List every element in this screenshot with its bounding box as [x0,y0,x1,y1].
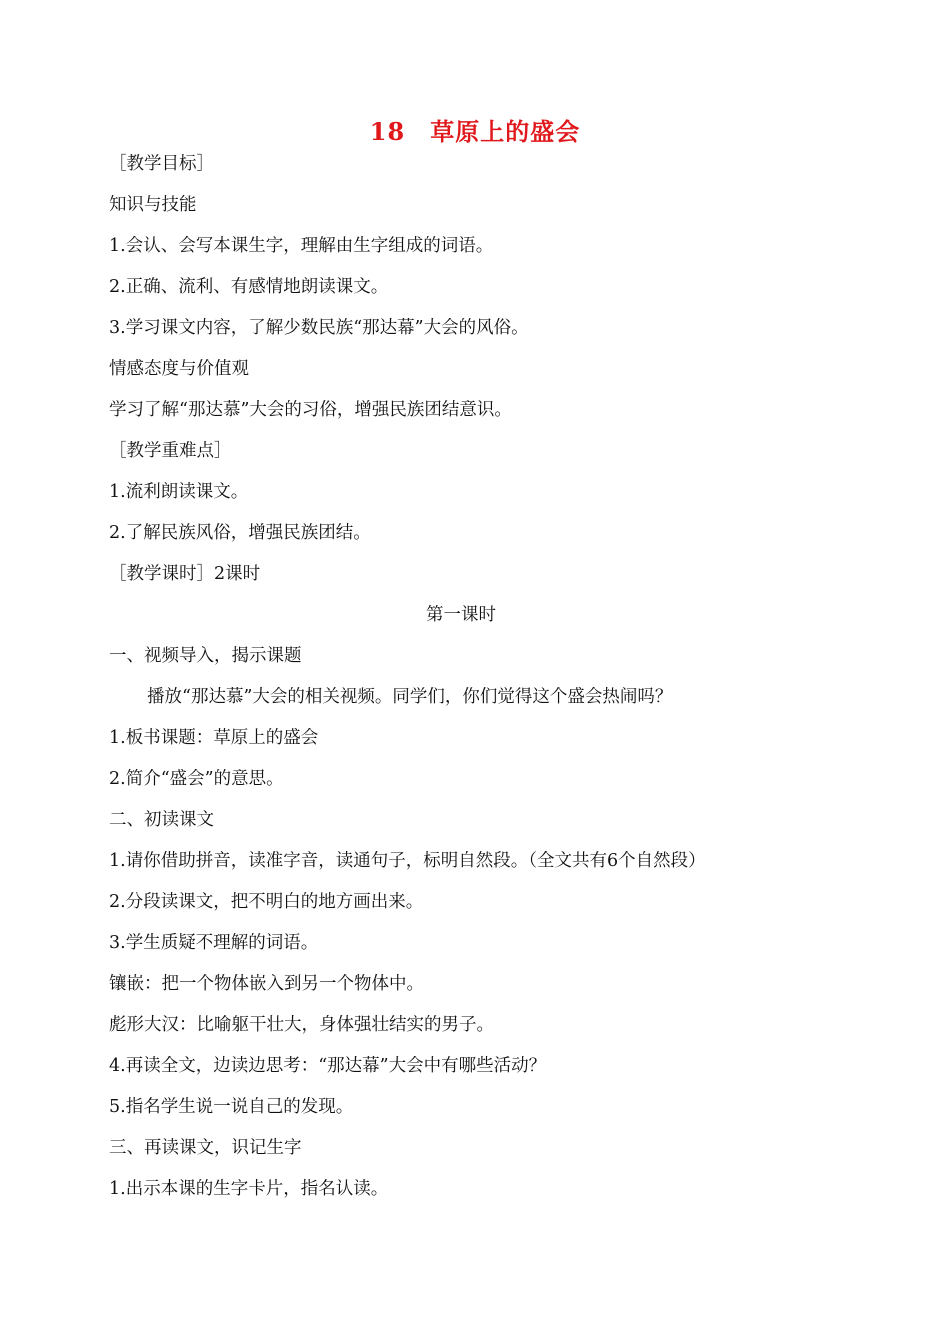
text-line: ［教学重难点］ [109,441,232,461]
text-line: 1.出示本课的生字卡片，指名认读。 [109,1179,389,1199]
text-line: 一、视频导入，揭示课题 [109,646,302,666]
text-line: ［教学目标］ [109,154,214,174]
text-line: 1.流利朗读课文。 [109,482,249,502]
text-line: 4.再读全文，边读边思考：“那达幕”大会中有哪些活动？ [109,1056,547,1076]
text-line: 情感态度与价值观 [109,359,249,379]
text-line: 2.分段读课文，把不明白的地方画出来。 [109,892,424,912]
document-body [109,144,849,1210]
text-line: 2.正确、流利、有感情地朗读课文。 [109,277,389,297]
text-line: 1.会认、会写本课生字，理解由生字组成的词语。 [109,236,494,256]
text-line: 1.请你借助拼音，读准字音，读通句子，标明自然段。（全文共有6个自然段） [109,851,706,871]
text-line: 镶嵌：把一个物体嵌入到另一个物体中。 [109,974,424,994]
text-line: 2.了解民族风俗，增强民族团结。 [109,523,371,543]
section-heading: 第一课时 [426,605,496,625]
text-line: 播放“那达慕”大会的相关视频。同学们，你们觉得这个盛会热闹吗？ [147,687,673,707]
text-line: 彪形大汉：比喻躯干壮大，身体强壮结实的男子。 [109,1015,494,1035]
text-line: 学习了解“那达慕”大会的习俗，增强民族团结意识。 [109,400,512,420]
text-line: 5.指名学生说一说自己的发现。 [109,1097,354,1117]
document-title: 18 草原上的盛会 [369,117,581,146]
text-line: 2.简介“盛会”的意思。 [109,769,284,789]
text-line: 3.学习课文内容，了解少数民族“那达幕”大会的风俗。 [109,318,529,338]
text-line: 知识与技能 [109,195,197,215]
text-line: 1.板书课题：草原上的盛会 [109,728,319,748]
text-line: ［教学课时］2课时 [109,564,261,584]
text-line: 3.学生质疑不理解的词语。 [109,933,319,953]
text-line: 三、再读课文，识记生字 [109,1138,302,1158]
text-line: 二、初读课文 [109,810,214,830]
